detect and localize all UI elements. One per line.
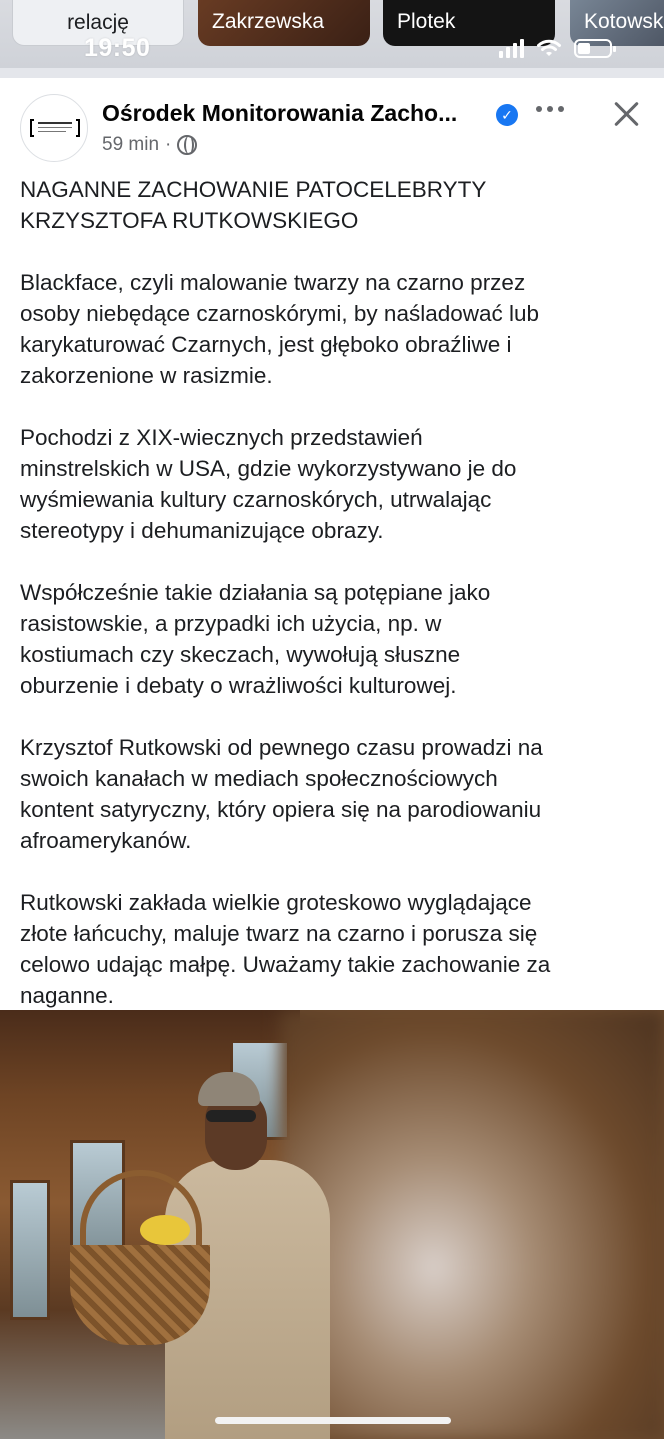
page-avatar[interactable] bbox=[20, 94, 88, 162]
status-icons bbox=[499, 38, 612, 58]
story-label: relację bbox=[67, 11, 129, 34]
logo-icon bbox=[30, 119, 80, 139]
story-label: Plotek bbox=[397, 10, 456, 33]
status-time: 19:50 bbox=[84, 34, 151, 62]
battery-icon bbox=[574, 39, 612, 58]
post-paragraph: Rutkowski zakłada wielkie groteskowo wyglądające złote łańcuchy, maluje twarz na czarno i porusza się celowo udając małpę. Uważamy takie zachowanie za naganne. bbox=[20, 890, 551, 1008]
post-meta bbox=[102, 134, 197, 156]
post-paragraph: Współcześnie takie działania są potępiane jako rasistowskie, a przypadki ich użycia, np. w kostiumach czy skeczach, wywołują słuszne oburzenie i debaty o wrażliwości kulturowej. bbox=[20, 580, 491, 698]
feed-divider bbox=[0, 68, 664, 78]
stories-strip bbox=[0, 0, 664, 68]
photo-sunglasses bbox=[206, 1110, 256, 1122]
home-indicator bbox=[215, 1417, 451, 1424]
meta-separator: · bbox=[165, 134, 172, 155]
page-name[interactable]: Ośrodek Monitorowania Zacho... bbox=[102, 100, 458, 126]
photo-flowers bbox=[140, 1215, 190, 1245]
story-label: Kotowsk bbox=[584, 10, 664, 33]
more-options-button[interactable] bbox=[536, 98, 570, 120]
post-paragraph: Krzysztof Rutkowski od pewnego czasu prowadzi na swoich kanałach w mediach społecznościowych kontent satyryczny, który opiera się na parodiowaniu afroamerykanów. bbox=[20, 735, 543, 853]
verified-badge-icon: ✓ bbox=[496, 104, 518, 126]
story-sub-label bbox=[212, 0, 252, 1]
photo-blurred-area bbox=[280, 1010, 664, 1439]
photo-basket bbox=[70, 1245, 210, 1345]
post-headline: NAGANNE ZACHOWANIE PATOCELEBRYTY KRZYSZTOFA RUTKOWSKIEGO bbox=[20, 177, 487, 233]
post-paragraph: Blackface, czyli malowanie twarzy na czarno przez osoby niebędące czarnoskórymi, by naśladować lub karykaturować Czarnych, jest głęboko obraźliwe i zakorzenione w rasizmie. bbox=[20, 270, 540, 388]
more-dots-icon bbox=[536, 106, 542, 112]
post-header bbox=[0, 82, 664, 172]
post-time[interactable]: 59 min bbox=[102, 134, 160, 155]
story-sub-label bbox=[584, 0, 654, 1]
story-chip[interactable] bbox=[198, 0, 370, 46]
close-button[interactable] bbox=[606, 94, 646, 134]
post-photo[interactable] bbox=[0, 1010, 664, 1439]
post-paragraph: Pochodzi z XIX-wiecznych przedstawień minstrelskich w USA, gdzie wykorzystywano je do wyśmiewania kultury czarnoskórych, utrwalając stereotypy i dehumanizujące obrazy. bbox=[20, 425, 517, 543]
cellular-signal-icon bbox=[499, 38, 524, 58]
globe-icon bbox=[177, 135, 197, 155]
wifi-icon bbox=[536, 38, 562, 58]
story-label: Zakrzewska bbox=[212, 10, 325, 33]
post-body bbox=[20, 174, 650, 1042]
